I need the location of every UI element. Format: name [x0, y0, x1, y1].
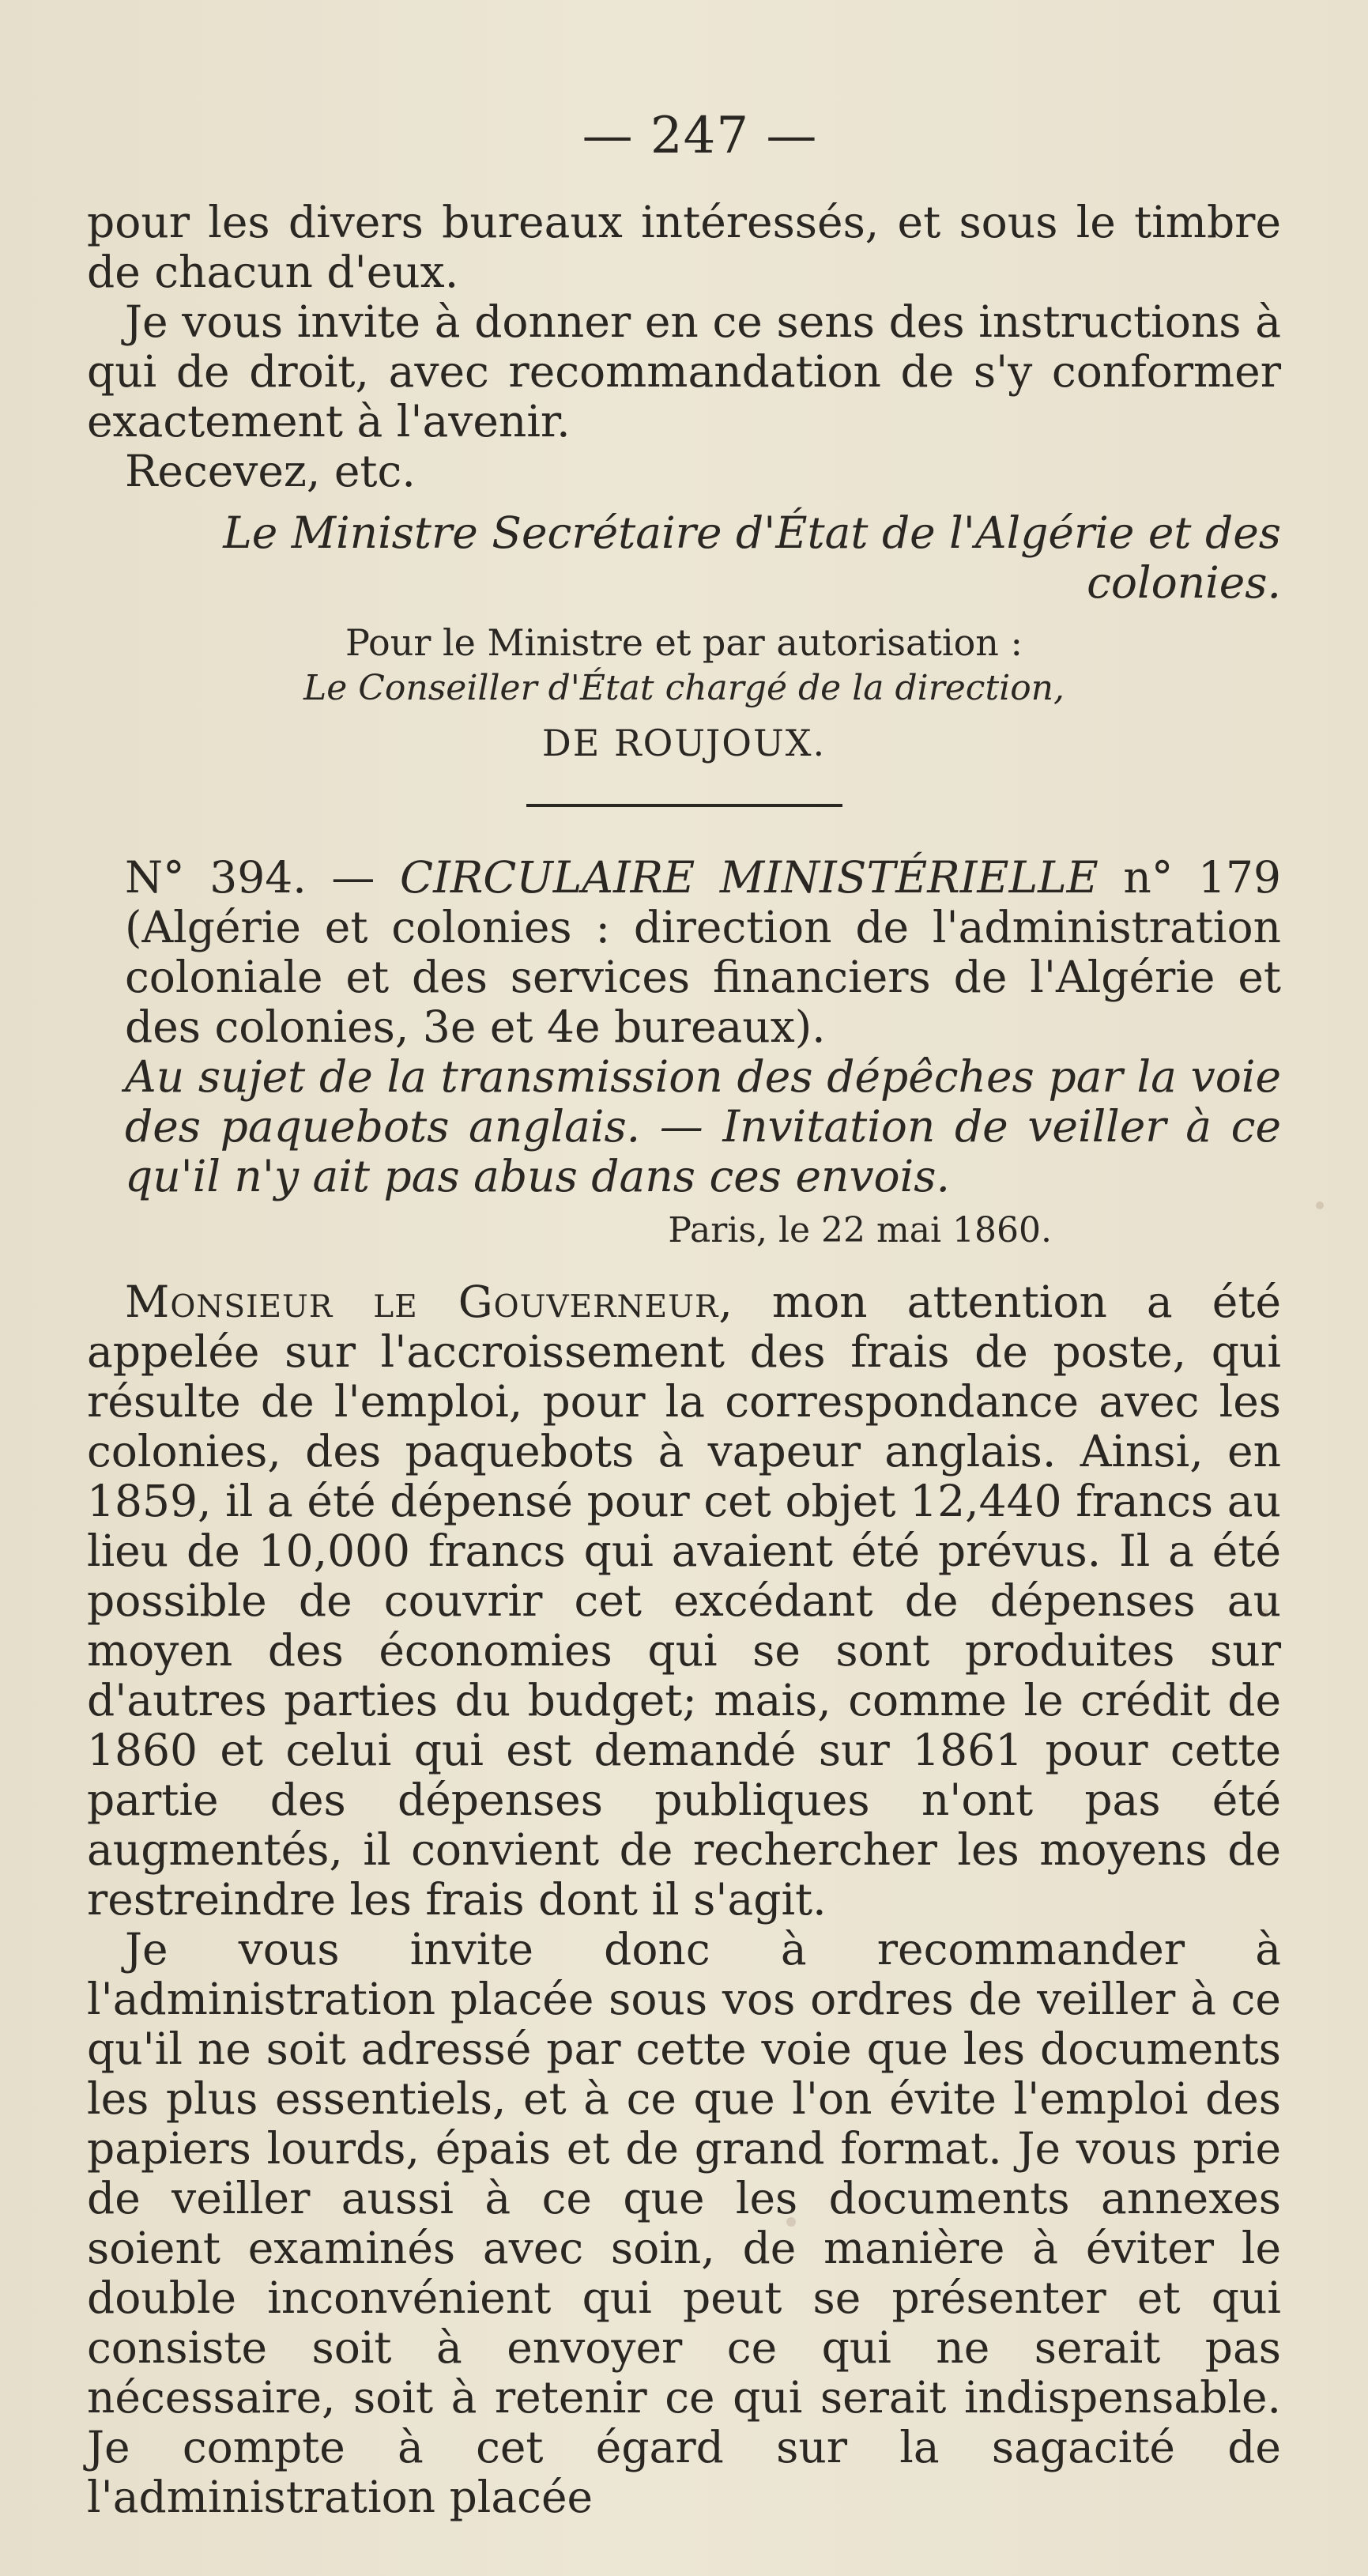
heading-suffix: n° 179 (Algérie et colonies : direction de l'administration coloniale et des services financiers de l'Algérie et des colonies, 3e et 4e bureaux). — [125, 852, 1281, 1052]
opening-paragraph: pour les divers bureaux intéressés, et sous le timbre de chacun d'eux. — [87, 197, 1281, 297]
heading-prefix: N° 394. — — [125, 852, 401, 903]
role-line: Le Conseiller d'État chargé de la direction, — [303, 668, 1065, 708]
authority-line: Pour le Ministre et par autorisation : — [345, 621, 1023, 664]
heading-title: CIRCULAIRE MINISTÉRIELLE — [400, 852, 1099, 903]
minister-title: Le Ministre Secrétaire d'État de l'Algérie et des colonies. — [223, 507, 1281, 608]
body-paragraph-1-text: , mon attention a été appelée sur l'accroissement des frais de poste, qui résulte de l'emploi, pour la correspondance avec les colonies, des paquebots à vapeur anglais. Ainsi, en 1859, il a été dépensé pour cet objet 12,440 francs au lieu de 10,000 francs qui avaient été prévus. Il a été possible de couvrir cet excédant de dépenses au moyen des économies qui se sont produites sur d'autres parties du budget; mais, comme le crédit de 1860 et celui qui est demandé sur 1861 pour cette partie des dépenses publiques n'ont pas été augmentés, il convient de rechercher les moyens de restreindre les frais dont il s'agit. — [87, 1277, 1281, 1925]
circular-heading-text — [125, 853, 1281, 1052]
body-paragraph-1 — [87, 1277, 1281, 1925]
circular-date: Paris, le 22 mai 1860. — [668, 1210, 1052, 1250]
paper-stain — [786, 2217, 796, 2227]
circular-subject: Au sujet de la transmission des dépêches par la voie des paquebots anglais. — Invitation de veiller à ce qu'il n'y ait pas abus dans ces envois. — [125, 1051, 1281, 1201]
page-number: — 247 — — [582, 107, 818, 165]
paper-stain — [1261, 1609, 1268, 1616]
paper-stain — [1316, 1201, 1324, 1209]
body-paragraph-2: Je vous invite donc à recommander à l'administration placée sous vos ordres de veiller à ce qu'il ne soit adressé par cette voie que les documents les plus essentiels, et à ce que l'on évite l'emploi des papiers lourds, épais et de grand format. Je vous prie de veiller aussi à ce que les documents annexes soient examinés avec soin, de manière à éviter le double inconvénient qui peut se présenter et qui consiste soit à envoyer ce qui ne serait pas nécessaire, soit à retenir ce qui serait indispensable. Je compte à cet égard sur la sagacité de l'administration placée — [87, 1924, 1281, 2522]
signatory-name: DE ROUJOUX. — [541, 722, 827, 764]
closing-formula: Recevez, etc. — [125, 446, 416, 496]
circular-heading — [87, 853, 1281, 1201]
instruction-paragraph: Je vous invite à donner en ce sens des instructions à qui de droit, avec recommandation de s'y conformer exactement à l'avenir. — [87, 296, 1281, 447]
section-divider — [526, 804, 842, 807]
salutation: Monsieur le Gouverneur — [125, 1277, 719, 1327]
